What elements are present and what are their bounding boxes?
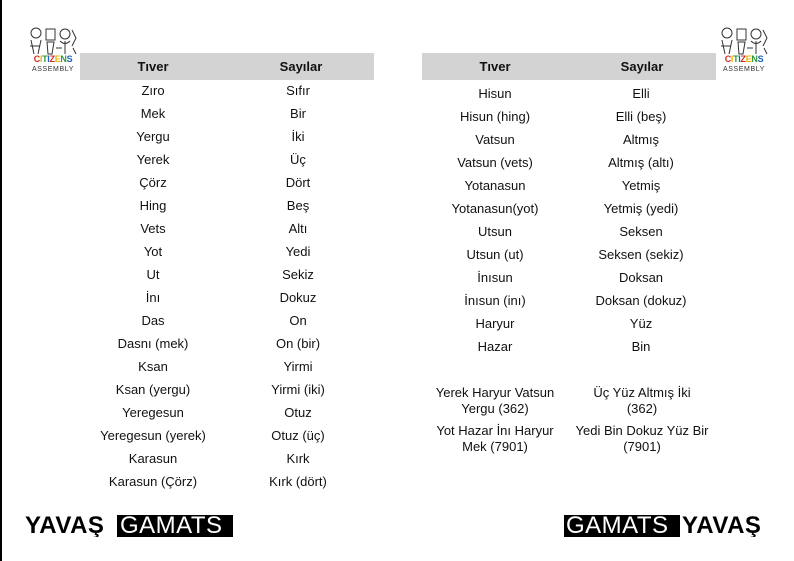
- sayilar-cell: Bin: [631, 339, 651, 354]
- table-row: [83, 382, 383, 400]
- logo-sketch-icon: [719, 26, 769, 56]
- table-row: [425, 247, 725, 265]
- tiver-cell: Ksan: [138, 359, 168, 374]
- table-row: [83, 474, 383, 492]
- sayilar-cell: Altı: [288, 221, 308, 236]
- logo-word-citizens: CITIZENS: [33, 54, 73, 64]
- tiver-cell: İnı: [145, 290, 161, 305]
- logo-word-assembly: ASSEMBLY: [31, 66, 75, 73]
- table-row: [425, 178, 725, 196]
- tiver-cell: Yerek: [136, 152, 170, 167]
- example-7901-tiver: [425, 423, 565, 455]
- example-line: Yedi Bin Dokuz Yüz Bir: [575, 423, 709, 438]
- sayilar-cell: Sekiz: [282, 267, 314, 282]
- brand-bold-word: YAVAŞ: [682, 515, 762, 537]
- table-row: [83, 451, 383, 469]
- sayilar-cell: Seksen: [619, 224, 663, 239]
- example-line: Mek (7901): [462, 439, 528, 454]
- tiver-cell: İnısun (inı): [464, 293, 526, 308]
- sayilar-cell: Doksan: [618, 270, 664, 285]
- sayilar-cell: Otuz: [284, 405, 312, 420]
- table-row: [425, 86, 725, 104]
- tiver-cell: Yotanasun(yot): [451, 201, 539, 216]
- table-row: [425, 155, 725, 173]
- brand-light-word: GAMATS: [566, 515, 669, 537]
- example-7901-sayilar: [562, 423, 722, 455]
- table-row: [83, 359, 383, 377]
- table-row: [83, 336, 383, 354]
- table-row: [425, 293, 725, 311]
- tiver-cell: Yotanasun: [464, 178, 526, 193]
- brand-light-word: GAMATS: [120, 515, 223, 537]
- example-line: Üç Yüz Altmış İki: [593, 385, 691, 400]
- logo-sketch-icon: [28, 26, 78, 56]
- sayilar-cell: Bir: [290, 106, 306, 121]
- sayilar-cell: Elli (beş): [615, 109, 667, 124]
- tiver-cell: Karasun (Çörz): [108, 474, 198, 489]
- table-row: [83, 175, 383, 193]
- tiver-cell: Hing: [139, 198, 167, 213]
- table-row: [83, 290, 383, 308]
- tiver-cell: Utsun: [478, 224, 512, 239]
- tiver-cell: Das: [141, 313, 165, 328]
- logo-word-assembly: ASSEMBLY: [722, 66, 766, 73]
- page-left-border: [0, 0, 2, 561]
- example-line: (362): [626, 401, 658, 416]
- table-row: [83, 313, 383, 331]
- column-header-sayilar: Sayılar: [620, 59, 664, 74]
- table-row: [83, 428, 383, 446]
- column-header-tiver: Tıver: [479, 59, 511, 74]
- table-row: [425, 316, 725, 334]
- tiver-cell: İnısun: [477, 270, 513, 285]
- tiver-cell: Hisun (hing): [459, 109, 531, 124]
- brand-mark-left: [25, 515, 233, 537]
- tiver-cell: Zıro: [141, 83, 165, 98]
- tiver-cell: Utsun (ut): [466, 247, 524, 262]
- table-row: [425, 109, 725, 127]
- sayilar-cell: Yüz: [629, 316, 653, 331]
- tiver-cell: Yergu: [136, 129, 170, 144]
- sayilar-cell: Doksan (dokuz): [595, 293, 687, 308]
- brand-mark-right: [564, 515, 770, 537]
- tiver-cell: Ksan (yergu): [115, 382, 191, 397]
- tiver-cell: Vatsun: [475, 132, 515, 147]
- sayilar-cell: On: [289, 313, 307, 328]
- tiver-cell: Dasnı (mek): [117, 336, 189, 351]
- table-row: [83, 106, 383, 124]
- sayilar-cell: Dört: [285, 175, 311, 190]
- table-row: [83, 221, 383, 239]
- citizens-assembly-logo-right: [719, 26, 769, 76]
- sayilar-cell: Beş: [286, 198, 310, 213]
- table-row: [425, 201, 725, 219]
- example-line: Yerek Haryur Vatsun: [435, 385, 555, 400]
- table-row: [425, 339, 725, 357]
- sayilar-cell: Yirmi: [283, 359, 313, 374]
- sayilar-cell: Kırk (dört): [269, 474, 327, 489]
- citizens-assembly-logo-left: [28, 26, 78, 76]
- tiver-cell: Vatsun (vets): [457, 155, 533, 170]
- table-row: [83, 267, 383, 285]
- sayilar-cell: Elli: [632, 86, 650, 101]
- tiver-cell: Vets: [140, 221, 166, 236]
- sayilar-cell: İki: [291, 129, 305, 144]
- sayilar-cell: Üç: [290, 152, 306, 167]
- sayilar-cell: Yetmiş (yedi): [603, 201, 679, 216]
- tiver-cell: Ut: [146, 267, 160, 282]
- column-header-tiver: Tıver: [137, 59, 169, 74]
- brand-bold-word: YAVAŞ: [25, 515, 105, 537]
- sayilar-cell: Altmış (altı): [608, 155, 674, 170]
- sayilar-cell: Sıfır: [286, 83, 310, 98]
- tiver-cell: Yeregesun: [122, 405, 184, 420]
- tiver-cell: Mek: [140, 106, 166, 121]
- sayilar-cell: Kırk: [286, 451, 310, 466]
- sayilar-cell: On (bir): [275, 336, 321, 351]
- left-table-header: [80, 53, 374, 80]
- sayilar-cell: Yedi: [285, 244, 311, 259]
- sayilar-cell: Yirmi (iki): [271, 382, 325, 397]
- tiver-cell: Karasun: [128, 451, 178, 466]
- table-row: [83, 405, 383, 423]
- example-362-sayilar: [562, 385, 722, 417]
- example-line: Yergu (362): [461, 401, 529, 416]
- sayilar-cell: Altmış: [622, 132, 660, 147]
- table-row: [425, 270, 725, 288]
- tiver-cell: Çörz: [139, 175, 167, 190]
- table-row: [425, 224, 725, 242]
- right-table-header: [422, 53, 716, 80]
- sayilar-cell: Otuz (üç): [271, 428, 325, 443]
- table-row: [83, 83, 383, 101]
- sayilar-cell: Seksen (sekiz): [598, 247, 684, 262]
- column-header-sayilar: Sayılar: [279, 59, 323, 74]
- table-row: [83, 244, 383, 262]
- logo-word-citizens: CITIZENS: [724, 54, 764, 64]
- sayilar-cell: Yetmiş: [621, 178, 661, 193]
- table-row: [83, 129, 383, 147]
- tiver-cell: Hisun: [478, 86, 512, 101]
- example-line: Yot Hazar İnı Haryur: [436, 423, 554, 438]
- sayilar-cell: Dokuz: [279, 290, 317, 305]
- table-row: [83, 198, 383, 216]
- tiver-cell: Yot: [143, 244, 163, 259]
- tiver-cell: Yeregesun (yerek): [100, 428, 206, 443]
- tiver-cell: Haryur: [475, 316, 515, 331]
- example-line: (7901): [623, 439, 661, 454]
- example-362-tiver: [425, 385, 565, 417]
- table-row: [425, 132, 725, 150]
- tiver-cell: Hazar: [477, 339, 513, 354]
- table-row: [83, 152, 383, 170]
